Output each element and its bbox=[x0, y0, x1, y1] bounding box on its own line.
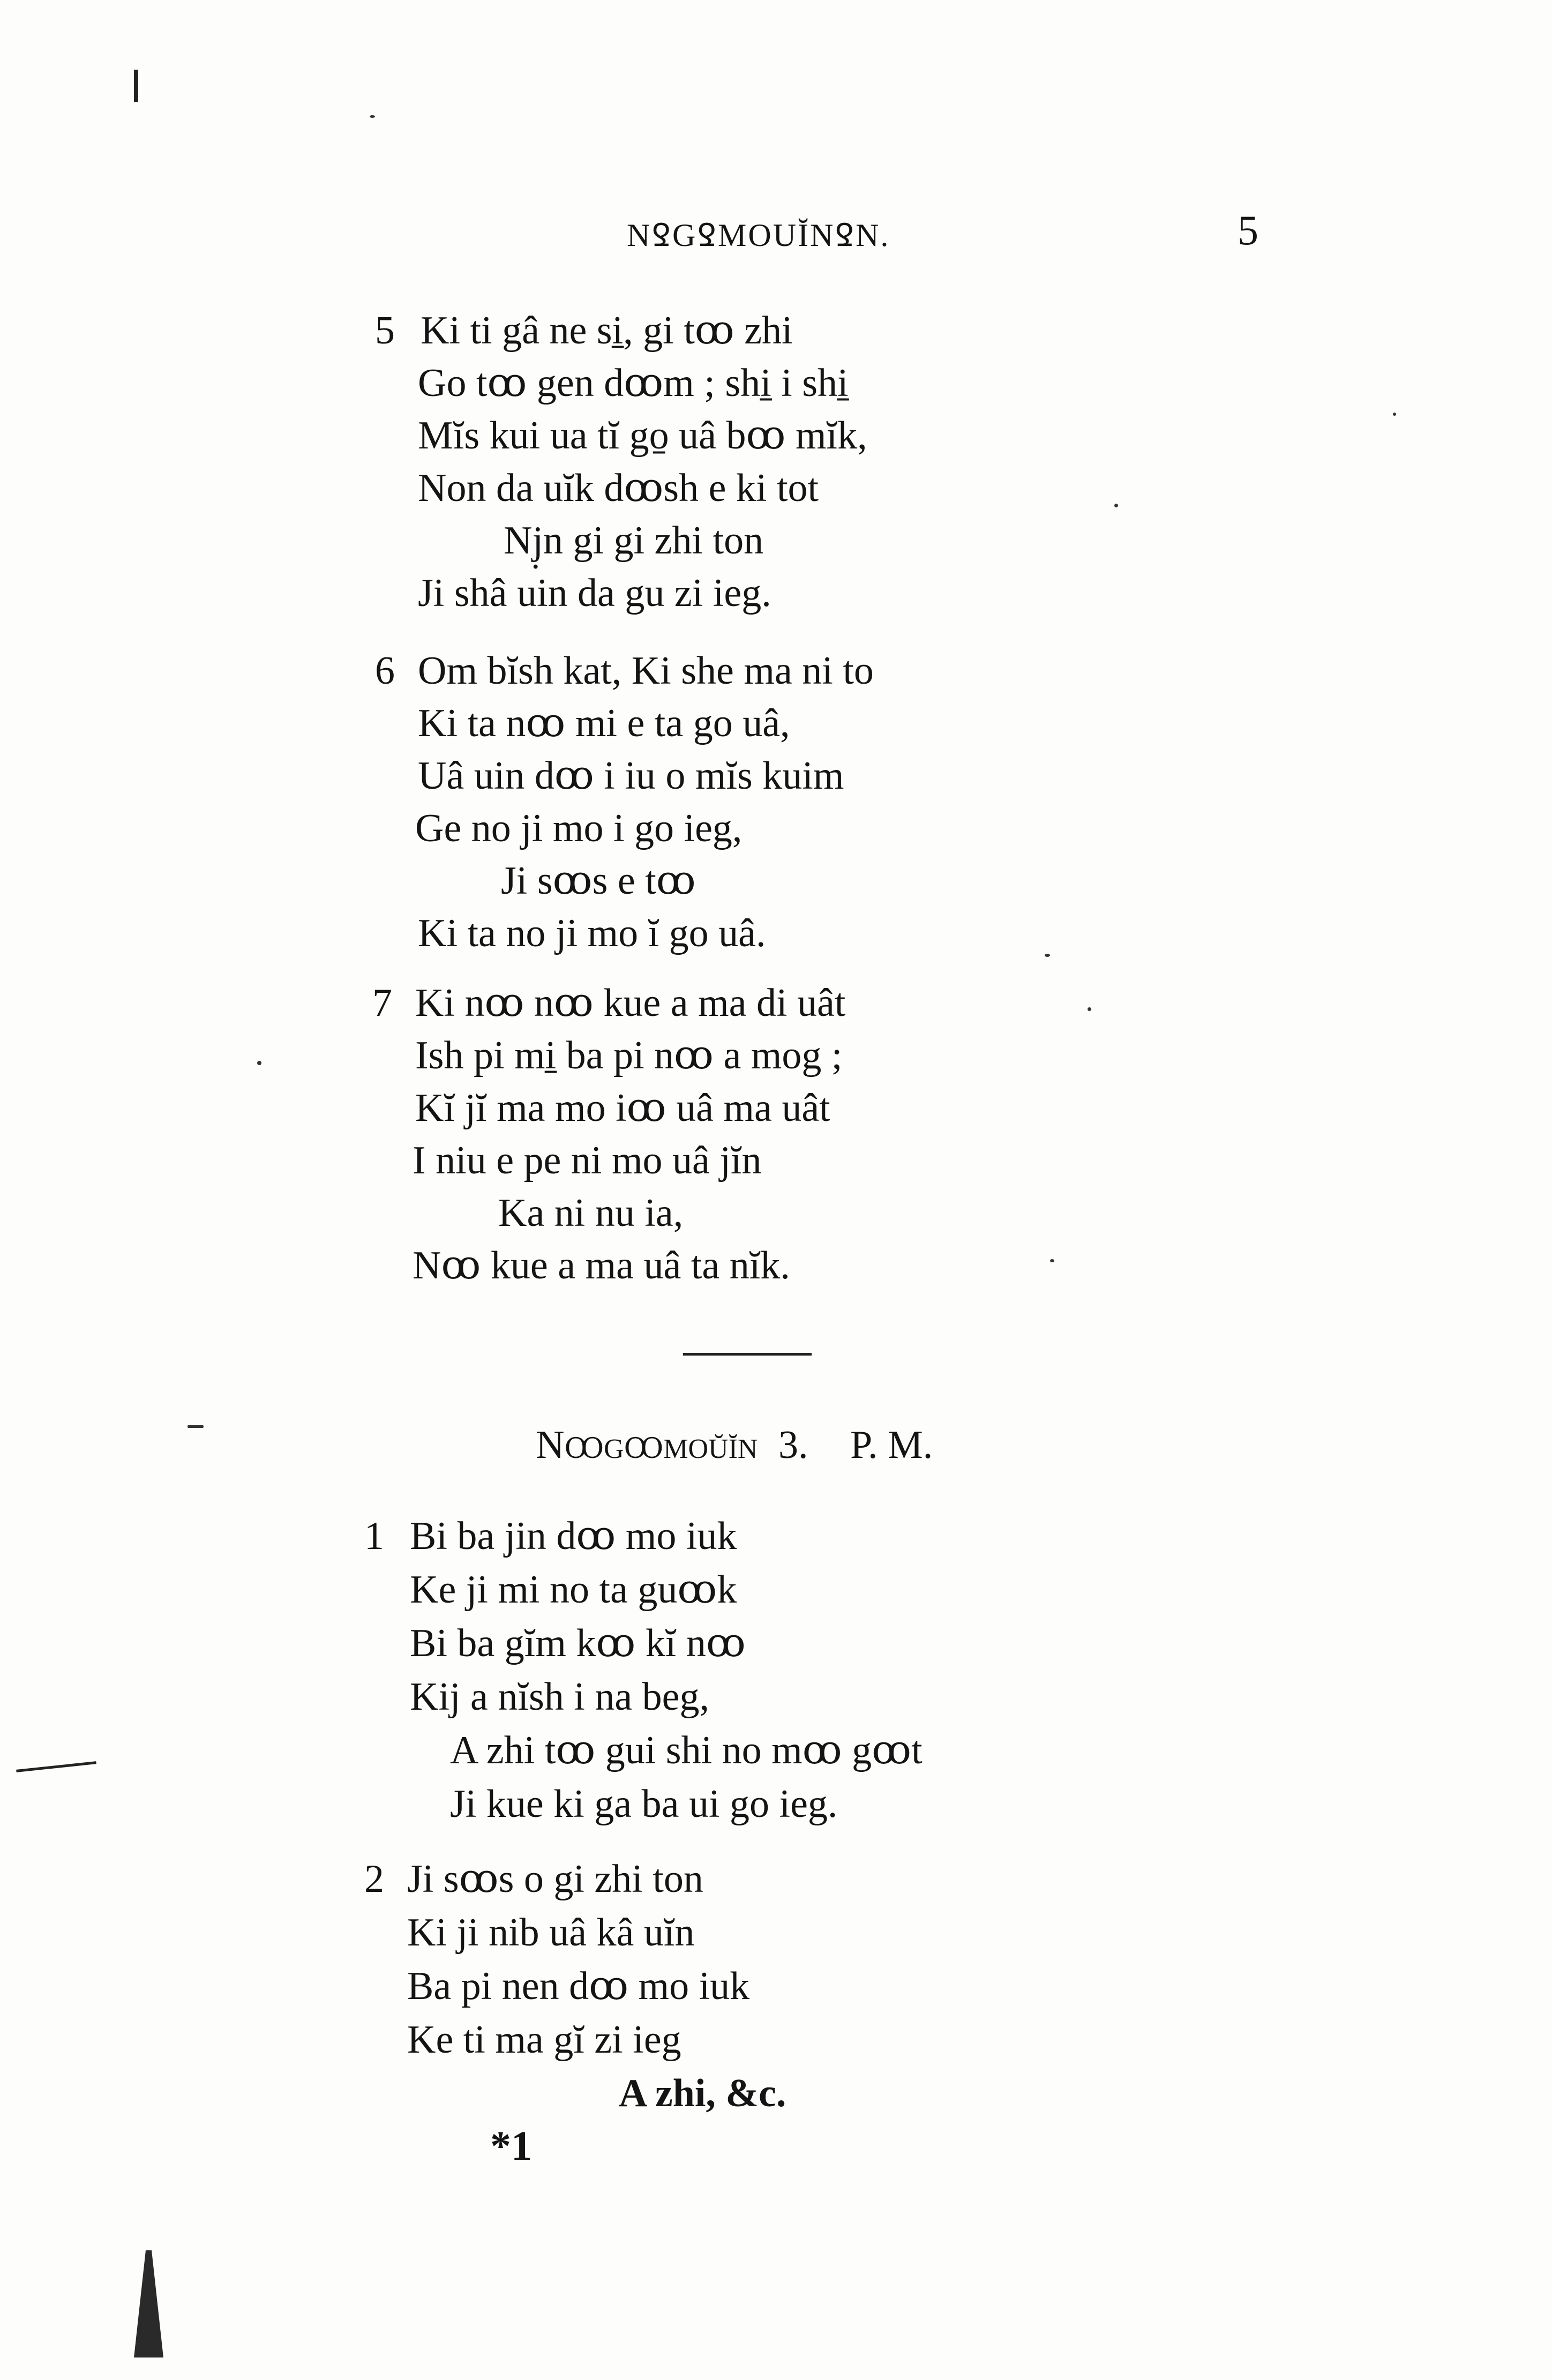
verse-line: Ki ta nꝏ mi e ta go uâ, bbox=[418, 701, 790, 745]
verse-line: A zhi, &c. bbox=[619, 2071, 786, 2115]
verse-line: Non da uĭk dꝏsh e ki tot bbox=[418, 466, 819, 510]
verse-line: Go tꝏ gen dꝏm ; shi̱ i shi̱ bbox=[418, 361, 849, 405]
verse-line: Uâ uin dꝏ i iu o mĭs kuim bbox=[418, 754, 844, 798]
stanza-number: 7 bbox=[372, 981, 392, 1025]
verse-line: Kĭ jĭ ma mo iꝏ uâ ma uât bbox=[415, 1086, 830, 1130]
verse-line: Ji sꝏs o gi zhi ton bbox=[407, 1857, 703, 1901]
margin-ink-mark bbox=[134, 70, 138, 102]
verse-line: Ke ti ma gĭ zi ieg bbox=[407, 2018, 681, 2062]
verse-line: Ki ji nib uâ kâ uĭn bbox=[407, 1911, 695, 1955]
verse-line: Ki ti gâ ne si̱, gi tꝏ zhi bbox=[421, 309, 793, 353]
stanza-number: 5 bbox=[375, 309, 395, 353]
scan-speck bbox=[1050, 1259, 1054, 1262]
hymn-title bbox=[536, 1423, 933, 1468]
verse-line: Ba pi nen dꝏ mo iuk bbox=[407, 1964, 750, 2008]
verse-line: Nꝏ kue a ma uâ ta nĭk. bbox=[413, 1244, 790, 1288]
stanza-number: 2 bbox=[364, 1857, 384, 1901]
signature-mark: *1 bbox=[490, 2122, 532, 2169]
verse-line: Ji kue ki ga ba ui go ieg. bbox=[450, 1782, 838, 1826]
verse-line: Ke ji mi no ta guꝏk bbox=[410, 1568, 737, 1612]
verse-line: Kij a nĭsh i na beg, bbox=[410, 1675, 710, 1719]
running-head: NꝾGꝾMOUĬNꝾN. bbox=[627, 218, 890, 253]
scan-speck bbox=[257, 1061, 261, 1065]
verse-line: Mĭs kui ua tĭ go̱ uâ bꝏ mĭk, bbox=[418, 414, 867, 458]
verse-line: Bi ba jin dꝏ mo iuk bbox=[410, 1514, 737, 1558]
verse-line: Ki nꝏ nꝏ kue a ma di uât bbox=[415, 981, 846, 1025]
verse-line: I niu e pe ni mo uâ jĭn bbox=[413, 1139, 762, 1182]
scan-speck bbox=[1045, 954, 1050, 957]
hymn-meter: P. M. bbox=[850, 1423, 933, 1467]
verse-line: Ji shâ uin da gu zi ieg. bbox=[418, 571, 771, 615]
scan-speck bbox=[188, 1425, 204, 1428]
margin-ink-mark bbox=[134, 2250, 163, 2357]
verse-line: Ji sꝏs e tꝏ bbox=[501, 859, 696, 903]
scan-speck bbox=[370, 115, 375, 118]
stanza-number: 6 bbox=[375, 649, 395, 693]
stanza-number: 1 bbox=[364, 1514, 384, 1558]
hymn-title-word: Nꝏgꝏmoŭĭn bbox=[536, 1423, 758, 1467]
scan-speck bbox=[1088, 1007, 1091, 1011]
scan-speck bbox=[1393, 413, 1396, 416]
page-number: 5 bbox=[1238, 207, 1258, 253]
verse-line: Ish pi mi̱ ba pi nꝏ a mog ; bbox=[415, 1034, 843, 1077]
verse-line: Bi ba gĭm kꝏ kĭ nꝏ bbox=[410, 1621, 746, 1665]
margin-ink-mark bbox=[16, 1761, 96, 1772]
scan-speck bbox=[1114, 504, 1118, 507]
verse-line: Ki ta no ji mo ĭ go uâ. bbox=[418, 911, 766, 955]
verse-line: A zhi tꝏ gui shi no mꝏ gꝏt bbox=[450, 1728, 923, 1772]
verse-line: Om bĭsh kat, Ki she ma ni to bbox=[418, 649, 874, 693]
verse-line: Ka ni nu ia, bbox=[498, 1191, 684, 1235]
hymn-number: 3. bbox=[778, 1423, 808, 1467]
verse-line: Nj̣n gi gi zhi ton bbox=[504, 519, 764, 563]
section-divider bbox=[683, 1353, 812, 1356]
verse-line: Ge no ji mo i go ieg, bbox=[415, 806, 743, 850]
